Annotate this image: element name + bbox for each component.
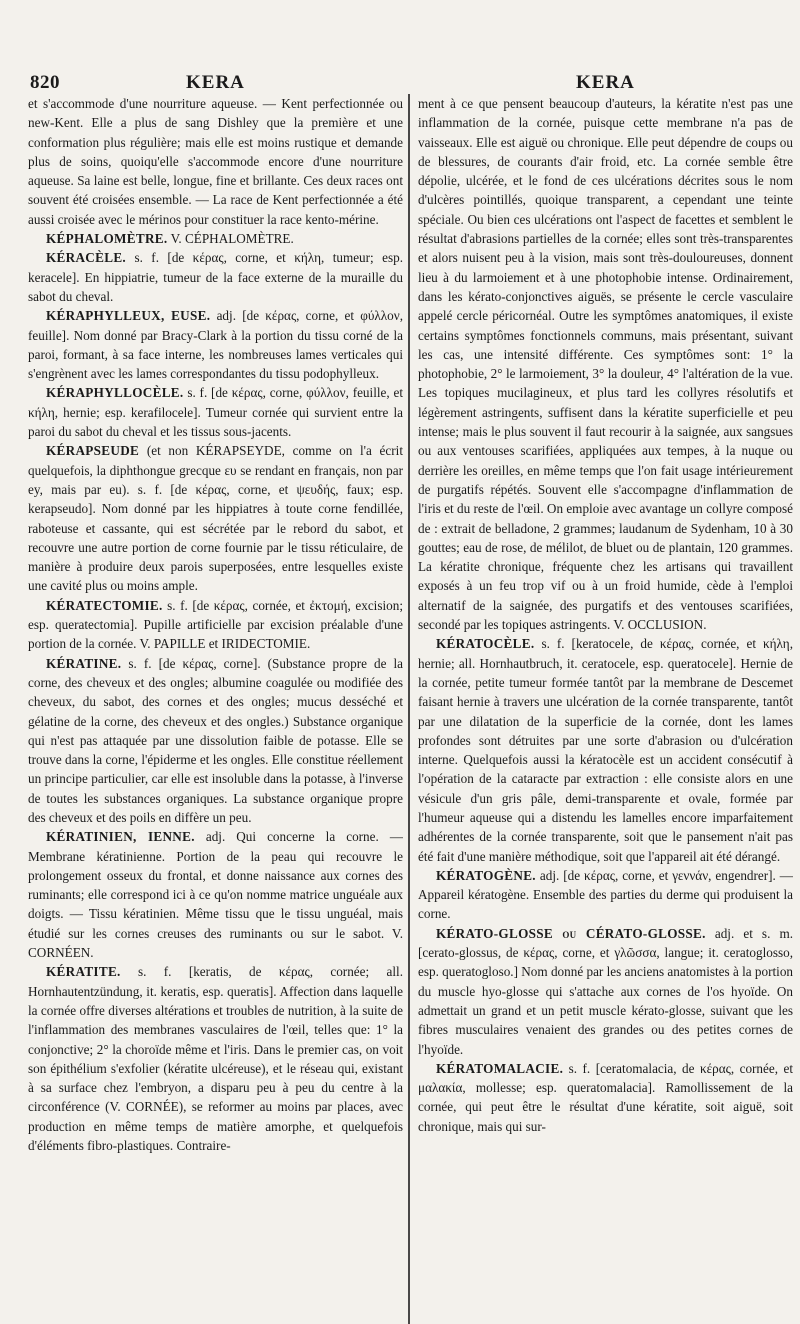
- entry-headword: KÉRATECTOMIE.: [46, 597, 163, 613]
- entry-headword: KÉRACÈLE.: [46, 250, 127, 266]
- dictionary-entry: [418, 634, 793, 866]
- continuation-text: et s'accommode d'une nourriture aqueuse. — Kent perfectionnée ou new-Kent. Elle a plus de sang Dishley que la première et une conformation plus régulière; mais elle est moins rustique et demande plus de soins, quoiqu'elle s'accommode encore d'une nourriture aqueuse. Sa laine est belle, longue, fine et brillante. Ces deux races ont souvent été croisées ensemble. — La race de Kent perfectionnée a été aussi croisée avec le mérinos pour constituer la race kento-mérine.: [28, 96, 403, 227]
- dictionary-entry: [28, 596, 403, 654]
- running-head-right: KERA: [576, 72, 635, 93]
- entry-body: adj. [de κέρας, corne, et γεννάν, engendrer]. — Appareil kératogène. Ensemble des parties du derme qui produisent la corne.: [418, 867, 793, 922]
- entry-headword: KÉRATITE.: [46, 964, 121, 980]
- entry-body: s. f. [ceratomalacia, de κέρας, cornée, et μαλακία, mollesse; esp. queratomalacia]. Ramollissement de la cornée, qui peut être le résultat d'une kératite, soit aiguë, soit chronique, mais qui sur-: [418, 1060, 793, 1134]
- page-header: [0, 66, 800, 94]
- entry-headword: KÉRATINIEN, IENNE.: [46, 829, 195, 845]
- dictionary-entry: [418, 866, 793, 924]
- continuation-text: ment à ce que pensent beaucoup d'auteurs, la kératite n'est pas une inflammation de la cornée, puisque cette membrane n'a pas de vaisseaux. Elle est aiguë ou chronique. Elle peut dépendre de coups ou de blessures, de courants d'air froid, etc. La cornée semble être dépolie, ulcérée, et le fond de ces ulcérations décrites sous le nom d'ulcères pointillés, quoique transparent, a cependant une teinte spéciale. Ou bien ces ulcérations ont l'aspect de facettes et semblent le résultat d'abrasions partielles de la cornée; elles sont très-transparentes et alors nuisent peu à la vision, mais sont très-douloureuses, donnent lieu à du larmoiement et à une photophobie intense. Ordinairement, dans les kérato-conjonctives aiguës, se présente le cercle vasculaire appelé cercle péricornéal. Outre les symptômes anatomiques, il existe certains symptômes fonctionnels communs, mais présentant, suivant les cas, une intensité différente. Ces symptômes sont: 1° la photophobie, 2° le larmoiement, 3° la douleur, 4° l'altération de la vue. Les topiques mucilagineux, et plus tard les collyres résolutifs et légèrement astringents, suffisent dans la kératite superficielle et peu intense; mais le plus souvent il faut recourir à la saignée, aux sangsues ou aux ventouses scarifiées, appliquées aux tempes, à la nuque ou derrière les oreilles, en même temps que l'on fait usage intérieurement de purgatifs répétés. Souvent elle s'accompagne d'inflammation de l'iris et du reste de l'œil. On emploie avec avantage un collyre composé de : extrait de belladone, 2 grammes; laudanum de Sydenham, 10 à 30 gouttes; eau de rose, de mélilot, de bluet ou de plantain, 120 grammes. La kératite chronique, fréquente chez les artisans qui travaillent exposés à un feu trop vif ou à un froid humide, cède à l'emploi alternatif de la saignée, des purgatifs et des ventouses scarifiées, secondé par les topiques astringents. V. OCCLUSION.: [418, 96, 793, 633]
- entry-body: adj. et s. m. [cerato-glossus, de κέρας, corne, et γλῶσσα, langue; it. ceratoglosso, esp. queratogloso.] Nom donné par les anciens anatomistes à la portion du muscle hyo-glosse qui s'attache aux cornes de l'os hyoïde. On admettait un grand et un petit muscle kérato-glosse, suivant que les fibres musculaires venaient des grandes ou des petites cornes de l'hyoïde.: [418, 925, 793, 1057]
- dictionary-entry: [28, 441, 403, 595]
- left-column: [28, 94, 403, 1319]
- entry-body: V. CÉPHALOMÈTRE.: [170, 231, 294, 247]
- dictionary-entry: [418, 1059, 793, 1136]
- dictionary-entry: [28, 827, 403, 962]
- entry-body: (et non KÉRAPSEYDE, comme on l'a écrit quelquefois, la diphthongue grecque ευ se rendant en français, non par ey, mais par eu). s. f. [de κέρας, corne, et ψευδής, faux; esp. kerapseudo]. Nom donné par les hippiatres à toute corne fendillée, raboteuse et cassante, qui est sécrétée par le rebord du sabot, et recouvre une autre portion de corne fournie par le tissu réticulaire, de manière à produire deux parois superposées, entre lesquelles existe une cavité plus ou moins ample.: [28, 443, 403, 594]
- entry-body: s. f. [de κέρας, corne]. (Substance propre de la corne, des cheveux et des ongles; albumine coagulée ou modifiée des cheveux, du sabot, des cornes et des ongles; mucus desséché et gélatine de la corne, des cheveux et des ongles.) Substance organique qui n'est pas attaquée par une dissolution faible de potasse. Elle se trouve dans la corne, l'épiderme et les ongles. Elle constitue réellement un principe particulier, car elle est insoluble dans la potasse, à l'inverse de toutes les substances organiques. La substance organique propre des cheveux et des poils en diffère un peu.: [28, 655, 403, 825]
- entry-headword: KÉRATOCÈLE.: [436, 636, 535, 652]
- dictionary-entry: [28, 248, 403, 306]
- entry-body: s. f. [de κέρας, corne, φύλλον, feuille, et κήλη, hernie; esp. kerafilocele]. Tumeur cornée qui survient entre la paroi du sabot du cheval et les tissus sous-jacents.: [28, 385, 403, 440]
- entry-headword: KÉRATOMALACIE.: [436, 1060, 564, 1076]
- entry-body: s. f. [keratocele, de κέρας, cornée, et κήλη, hernie; all. Hornhautbruch, it. ceratocele, esp. queratocele]. Hernie de la cornée, petite tumeur formée tantôt par la membrane de Descemet faisant hernie à travers une ulcération de la cornée transparente, tantôt par une dilatation de la superficie de la cornée, dont les lames profondes sont détruites par une sorte d'abrasion ou d'ulcération interne. Quelquefois aussi la kératocèle est un accident consécutif à l'opération de la cataracte par extraction : elle consiste alors en une vésicule d'un gris pâle, demi-transparente et ovale, formée par l'humeur aqueuse qui a distendu les lamelles encore imparfaitement adhérentes de la cornée transparente, soit que le pansement n'ait pas été fait d'une manière méthodique, soit que l'appareil ait été dérangé.: [418, 636, 793, 864]
- entry-headword: KÉRATO-GLOSSE ou CÉRATO-GLOSSE.: [436, 925, 706, 941]
- entry-headword: KÉRAPHYLLEUX, EUSE.: [46, 308, 211, 324]
- dictionary-entry: [28, 383, 403, 441]
- dictionary-entry: [28, 962, 403, 1155]
- entry-headword: KÉRATOGÈNE.: [436, 867, 536, 883]
- entry-headword: KÉPHALOMÈTRE.: [46, 231, 168, 247]
- running-head-left: KERA: [186, 72, 245, 93]
- dictionary-entry: [418, 924, 793, 1059]
- right-column: [418, 94, 793, 1319]
- dictionary-entry: [28, 229, 403, 248]
- entry-body: s. f. [de κέρας, cornée, et ἐκτομή, excision; esp. queratectomia]. Pupille artificielle par excision préalable d'une portion de la cornée. V. PAPILLE et IRIDECTOMIE.: [28, 597, 403, 652]
- entry-body: s. f. [keratis, de κέρας, cornée; all. Hornhautentzündung, it. keratis, esp. queratis]. Affection dans laquelle la cornée offre diverses altérations et troubles de nutrition, à la suite de l'inflammation des membranes vasculaires de l'œil, telles que: 1° la conjonctive; 2° la choroïde même et l'iris. Dans le premier cas, on voit son épithélium s'exfolier (kératite ulcéreuse), et le réseau qui, existant à sa surface chez l'embryon, a disparu peu à peu du centre à la circonférence (V. CORNÉE), se reformer au moins par places, avec production en même temps de matière amorphe, et quelquefois d'éléments fibro-plastiques. Contraire-: [28, 964, 403, 1154]
- entry-body: s. f. [de κέρας, corne, et κήλη, tumeur; esp. keracele]. En hippiatrie, tumeur de la face externe de la muraille du sabot du cheval.: [28, 250, 403, 304]
- page-number: 820: [30, 72, 60, 93]
- entry-body: adj. [de κέρας, corne, et φύλλον, feuille]. Nom donné par Bracy-Clark à la portion du tissu corné de la paroi, formant, à sa face interne, les nombreuses lames verticales qui s'engrènent avec les lames correspondantes du tissu podophylleux.: [28, 308, 403, 382]
- entry-headword: KÉRATINE.: [46, 655, 122, 671]
- dictionary-entry: [28, 654, 403, 828]
- entry-headword: KÉRAPSEUDE: [46, 443, 140, 459]
- entry-headword: KÉRAPHYLLOCÈLE.: [46, 385, 184, 401]
- dictionary-entry: [28, 306, 403, 383]
- column-divider: [408, 94, 410, 1324]
- entry-body: adj. Qui concerne la corne. — Membrane kératinienne. Portion de la peau qui recouvre le prolongement osseux du frontal, et donne naissance aux cornes des ruminants; elle correspond ici à ce qu'on nomme matrice unguéale aux doigts. — Tissu kératinien. Même tissu que le tissu unguéal, mais étudié sur les cornes creuses des ruminants ou sur le sabot. V. CORNÉEN.: [28, 829, 403, 961]
